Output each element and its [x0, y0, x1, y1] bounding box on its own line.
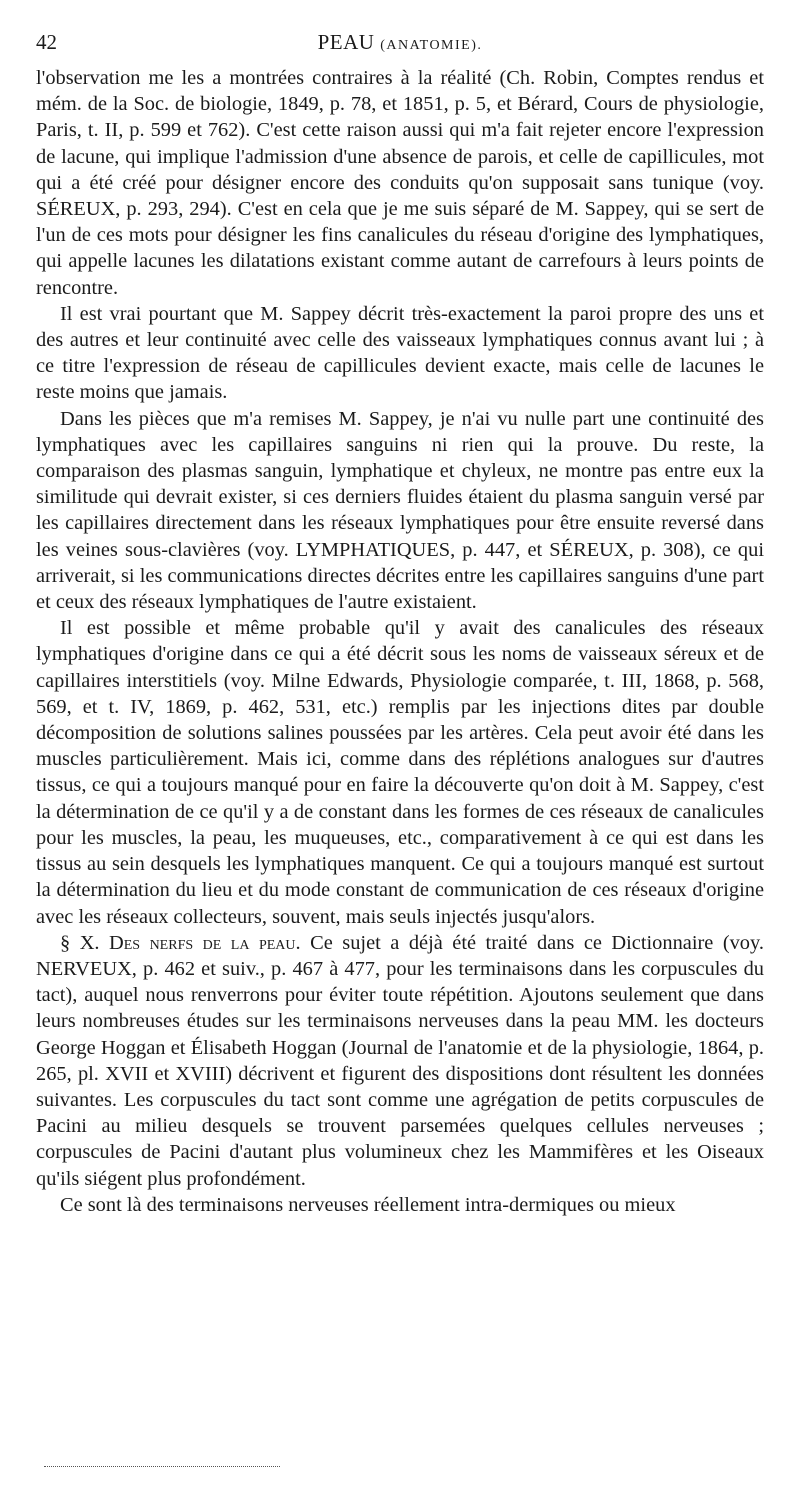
running-title-main: PEAU [317, 30, 375, 54]
paragraph-last: Ce sont là des terminaisons nerveuses réellement intra-dermiques ou mieux [60, 1193, 676, 1216]
body-text [36, 65, 764, 1218]
running-title-sub: (ANATOMIE). [380, 38, 483, 53]
page-number: 42 [36, 30, 57, 54]
section-text: Ce sujet a déjà été traité dans ce Dictionnaire (voy. NERVEUX, p. 462 et suiv., p. 467 à 477, pour les terminaisons dans les corpuscules du tact), auquel nous renverrons pour éviter toute répétition. Ajoutons seulement que dans leurs nombreuses études sur les terminaisons nerveuses dans la peau MM. les docteurs George Hoggan et Élisabeth Hoggan (Journal de l'anatomie et de la physiologie, 1864, p. 265, pl. XVII et XVIII) décrivent et figurent des dispositions dont résultent les données suivantes. Les corpuscules du tact sont comme une agrégation de petits corpuscules de Pacini au milieu desquels se trouvent parsemées quelques cellules nerveuses ; corpuscules de Pacini d'autant plus volumineux chez les Mammifères et les Oiseaux qu'ils siégent plus profondément. [36, 931, 764, 1190]
section-paragraph [36, 930, 764, 1192]
paragraph-4: Il est possible et même probable qu'il y avait des canalicules des réseaux lymphatiques d'origine dans ce qui a été décrit sous les noms de vaisseaux séreux et de capillaires interstitiels (voy. Milne Edwards, Physiologie comparée, t. III, 1868, p. 568, 569, et t. IV, 1869, p. 462, 531, etc.) remplis par les injections dites par double décomposition de solutions salines poussées par les artères. Cela peut avoir été dans les muscles particulièrement. Mais ici, comme dans des réplétions analogues sur d'autres tissus, ce qui a toujours manqué pour en faire la découverte qu'on doit à M. Sappey, c'est la détermination de ce qu'il y a de constant dans les formes de ces réseaux de canalicules pour les muscles, la peau, les muqueuses, etc., comparativement à ce qui est dans les tissus au sein desquels les lymphatiques manquent. Ce qui a toujours manqué est surtout la détermination du lieu et du mode constant de communication de ces réseaux d'origine avec les réseaux collecteurs, souvent, mais seuls injectés jusqu'alors. [36, 617, 764, 928]
paragraph-2: Il est vrai pourtant que M. Sappey décrit très-exactement la paroi propre des uns et des autres et leur continuité avec celle des vaisseaux lymphatiques connus avant lui ; à ce titre l'expression de réseau de capillicules devient exacte, mais celle de lacunes le reste moins que jamais. [36, 302, 764, 404]
running-title [36, 30, 764, 55]
paragraph-1: l'observation me les a montrées contraires à la réalité (Ch. Robin, Comptes rendus et mém. de la Soc. de biologie, 1849, p. 78, et 1851, p. 5, et Bérard, Cours de physiologie, Paris, t. II, p. 599 et 762). C'est cette raison aussi qui m'a fait rejeter encore l'expression de lacune, qui implique l'admission d'une absence de parois, et celle de capillicules, mot qui a été créé pour désigner encore des conduits qu'on supposait sans tunique (voy. SÉREUX, p. 293, 294). C'est en cela que je me suis séparé de M. Sappey, qui se sert de l'un de ces mots pour désigner les fins canalicules du réseau d'origine des lymphatiques, qui appelle lacunes les dilatations existant comme autant de carrefours à leurs points de rencontre. [36, 67, 764, 299]
section-heading: § X. Des nerfs de la peau. [60, 931, 301, 954]
page-header [36, 24, 764, 54]
paragraph-3: Dans les pièces que m'a remises M. Sappey, je n'ai vu nulle part une continuité des lymphatiques avec les capillaires sanguins ni rien qui la prouve. Du reste, la comparaison des plasmas sanguin, lymphatique et chyleux, ne montre pas entre eux la similitude qui devrait exister, si ces derniers fluides étaient du plasma sanguin versé par les capillaires directement dans les réseaux lymphatiques pour être ensuite reversé dans les veines sous-clavières (voy. LYMPHATIQUES, p. 447, et SÉREUX, p. 308), ce qui arriverait, si les communications directes décrites entre les capillaires sanguins d'une part et ceux des réseaux lymphatiques de l'autre existaient. [36, 407, 764, 614]
footer-dotted-rule [44, 1466, 280, 1467]
